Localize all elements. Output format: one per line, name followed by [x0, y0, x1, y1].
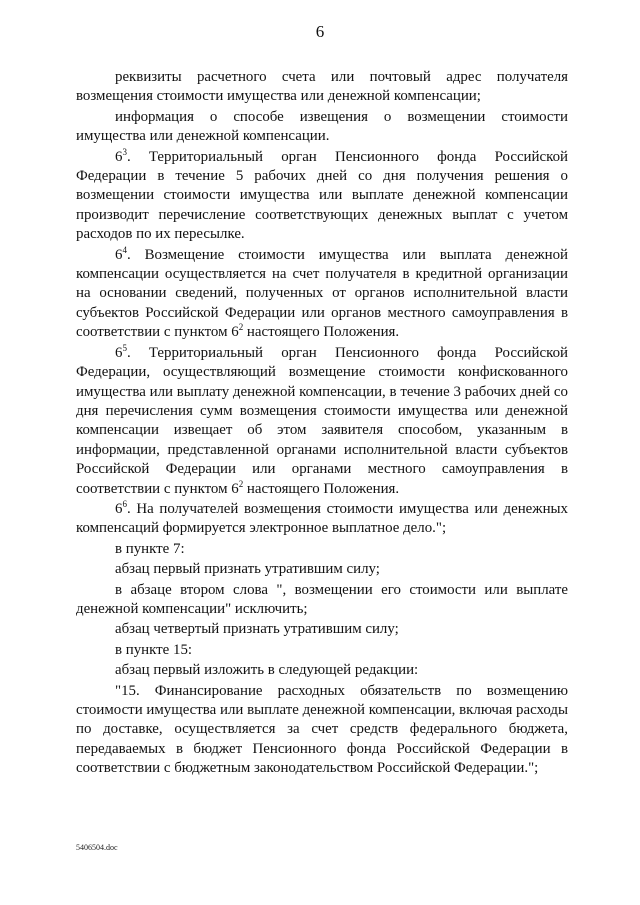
paragraph-redaction: абзац первый изложить в следующей редакции: — [115, 662, 419, 679]
paragraph-6-5: $6^5$. Территориальный орган Пенсионного фонда Российской Федерации, осуществляющий возмещение стоимости конфискованного имущества или выплату денежной компенсации, в течение 3 рабочих дней со дня перечисления сумм возмещения стоимости имущества или денежной компенсации извещает об этом заявителя способом, указанным в информации, представленной органами исполнительной власти субъектов Российской Федерации или органами местного самоуправления в соответствии с пунктом $6^2$ настоящего Положения. — [76, 342, 568, 497]
paragraph-6-4: $6^4$. Возмещение стоимости имущества или выплата денежной компенсации осуществляется на счет получателя в кредитной организации на основании сведений, полученных от органов исполнительной власти субъектов Российской Федерации или органов местного самоуправления в соответствии с пунктом $6^2$ настоящего Положения. — [76, 244, 568, 341]
paragraph-6-6: $6^6$. На получателей возмещения стоимости имущества или денежных компенсаций формируется электронное выплатное дело."; — [76, 498, 568, 537]
paragraph-15-text: "15. Финансирование расходных обязательств по возмещению стоимости имущества или выплате денежной компенсации, включая расходы по доставке, осуществляется за счет средств федерального бюджета, передаваемых в бюджет Пенсионного фонда Российской Федерации в соответствии с бюджетным законодательством Российской Федерации."; — [76, 682, 568, 777]
paragraph-abzac-4: абзац четвертый признать утратившим силу; — [115, 621, 399, 638]
paragraph-item-7: в пункте 7: — [115, 540, 185, 557]
paragraph-6-3: $6^3$. Территориальный орган Пенсионного фонда Российской Федерации в течение 5 рабочих дней со дня получения решения о возмещении стоимости имущества или выплате денежной компенсации производит перечисление соответствующих денежных выплат с учетом расходов по их пересылке. — [76, 146, 568, 243]
paragraph-abzac-2: в абзаце втором слова ", возмещении его стоимости или выплате денежной компенсации" исключить; — [76, 581, 568, 617]
paragraph-2: информация о способе извещения о возмещении стоимости имущества или денежной компенсации. — [76, 108, 568, 145]
page-number: 6 — [315, 22, 325, 41]
document-filename: 5406504.doc — [76, 843, 118, 852]
document-body — [76, 68, 568, 779]
paragraph-abzac-1: абзац первый признать утратившим силу; — [115, 561, 380, 578]
paragraph-1: реквизиты расчетного счета или почтовый адрес получателя возмещения стоимости имущества или денежной компенсации; — [76, 69, 568, 105]
paragraph-item-15: в пункте 15: — [115, 641, 193, 658]
